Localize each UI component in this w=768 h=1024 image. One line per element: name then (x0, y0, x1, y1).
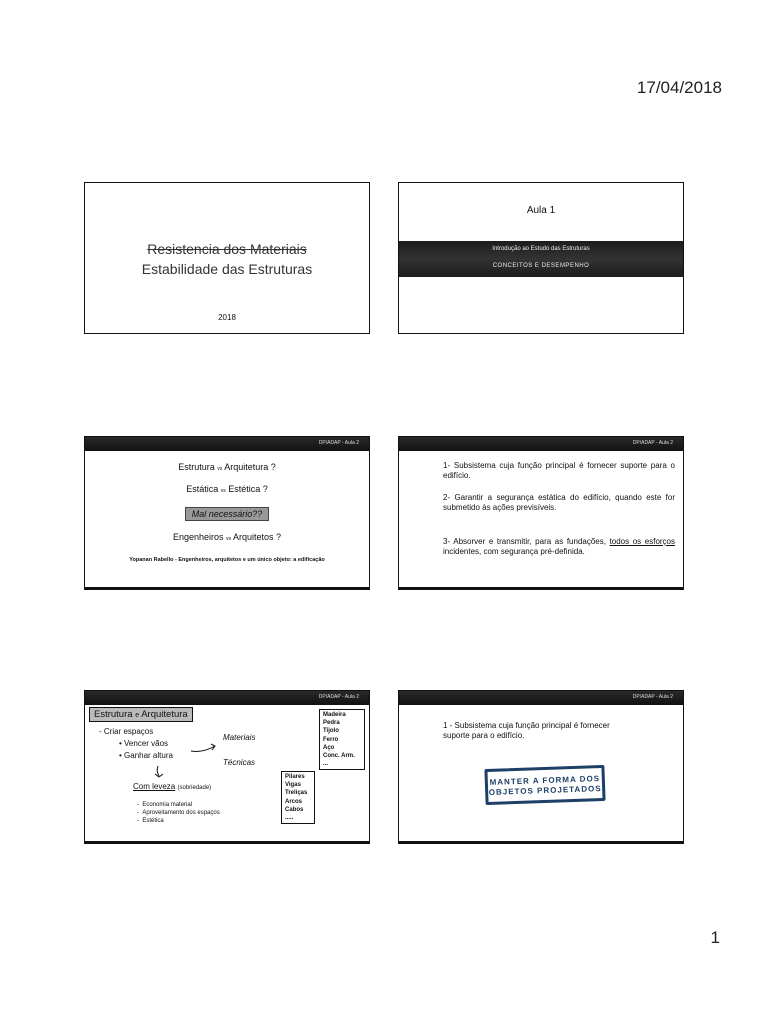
band-subtitle: Introdução ao Estudo das Estruturas (492, 246, 590, 252)
line-necessary-evil (85, 507, 369, 521)
text: Arquitetura ? (224, 462, 276, 472)
stamp-line: OBJETOS PROJETADOS (488, 784, 602, 797)
line-static-vs-aesthetic (85, 484, 369, 494)
slide-2-thumbnail[interactable] (398, 182, 684, 334)
slide-header-tag: DP/ADAP - Aula 2 (632, 440, 673, 446)
list-item: Cabos (285, 806, 304, 813)
page-number: 1 (710, 928, 720, 947)
paragraph-3 (443, 537, 675, 557)
text: e (135, 712, 140, 719)
list-item: Vigas (285, 782, 301, 789)
item-height: • Ganhar altura (119, 751, 173, 760)
slide-aula-label: Aula 1 (526, 205, 556, 216)
item-lightness (133, 782, 211, 791)
list-item: Pedra (323, 720, 340, 727)
label-techniques: Técnicas (223, 758, 256, 767)
slide-title: Estabilidade das Estruturas (141, 261, 313, 277)
slide-title-struck: Resistencia dos Materiais (147, 241, 307, 257)
line-structure-vs-architecture (85, 462, 369, 472)
text: Estética ? (228, 484, 268, 494)
slide-title-box (89, 707, 193, 722)
slide-3-thumbnail[interactable] (84, 436, 370, 590)
slide-year: 2018 (218, 313, 236, 322)
slide-text: 1 - Subsistema cuja função principal é fornecer suporte para o edifício. (443, 721, 610, 740)
slide-header-bar (85, 437, 369, 451)
slide-5-thumbnail[interactable] (84, 690, 370, 844)
text: 3- Absorver e transmitir, para as fundações, (443, 537, 610, 546)
underlined-text: todos os esforços (609, 537, 676, 546)
materials-list-box (319, 709, 365, 770)
slide-header-bar (399, 691, 683, 705)
label-materials: Materiais (223, 733, 256, 742)
highlight-box (185, 507, 270, 521)
band-title: CONCEITOS E DESEMPENHO (492, 263, 590, 269)
list-item: - Economia material (137, 802, 193, 808)
list-item: Arcos (285, 798, 303, 805)
list-item: Ferro (323, 736, 339, 743)
slide-header-tag: DP/ADAP - Aula 2 (318, 694, 359, 700)
slide-dark-band (399, 241, 683, 277)
slide-header-bar (399, 437, 683, 451)
bullet-list (137, 801, 220, 825)
line-engineers-vs-architects (85, 532, 369, 542)
item-span: • Vencer vãos (119, 739, 169, 748)
item-create-spaces: - Criar espaços (99, 727, 154, 736)
slide-1-thumbnail[interactable] (84, 182, 370, 334)
text: Estrutura (94, 709, 133, 720)
text: Estática (186, 484, 219, 494)
text: Mal necessário (191, 509, 253, 519)
vs-text: vs (226, 536, 231, 542)
text: Estética (142, 818, 164, 824)
text: incidentes, com segurança pré-definida. (443, 547, 585, 556)
underlined-text: Com leveza (133, 782, 176, 791)
text: Estrutura (178, 462, 215, 472)
slide-4-thumbnail[interactable] (398, 436, 684, 590)
stamp-line: MANTER A FORMA DOS (489, 774, 601, 787)
text: Engenheiros (172, 532, 224, 542)
techniques-list-box (281, 771, 315, 824)
arrow-down-icon (153, 765, 167, 781)
list-item: Treliças (285, 790, 308, 797)
list-item: - Aproveitamento dos espaços (137, 810, 220, 816)
list-item: Madeira (323, 712, 346, 718)
vs-text: vs (217, 466, 223, 472)
slide-footnote: Yopanan Rabello - Engenheiros, arquitetos e um único objeto: a edificação (129, 557, 325, 563)
text: Aproveitamento dos espaços (142, 810, 220, 816)
text: (sobriedade) (177, 785, 212, 791)
arrow-right-icon (189, 741, 219, 755)
stamp-box (484, 765, 605, 805)
page-date: 17/04/2018 (636, 78, 722, 97)
paragraph-2: 2- Garantir a segurança estática do edifício, quando este for submetido às ações previsíveis. (443, 493, 675, 512)
vs-text: vs (220, 488, 226, 494)
slide-header-bar (85, 691, 369, 705)
paragraph-1: 1- Subsistema cuja função principal é fornecer suporte para o edifício. (443, 461, 675, 480)
text: Arquitetura (141, 709, 188, 720)
slide-6-thumbnail[interactable] (398, 690, 684, 844)
list-item: - Estética (137, 818, 164, 824)
list-item: Tijolo (323, 728, 339, 735)
text: Economia material (142, 802, 193, 808)
list-item: ..... (285, 815, 294, 822)
text: Arquitetos ? (233, 532, 282, 542)
slide-header-tag: DP/ADAP - Aula 2 (632, 694, 673, 700)
list-item: Conc. Arm. (323, 753, 355, 760)
slide-header-tag: DP/ADAP - Aula 2 (318, 440, 359, 446)
list-item: Aço (323, 744, 335, 751)
list-item: Pilares (285, 774, 305, 780)
text: ?? (252, 509, 263, 519)
list-item: ... (323, 761, 329, 768)
